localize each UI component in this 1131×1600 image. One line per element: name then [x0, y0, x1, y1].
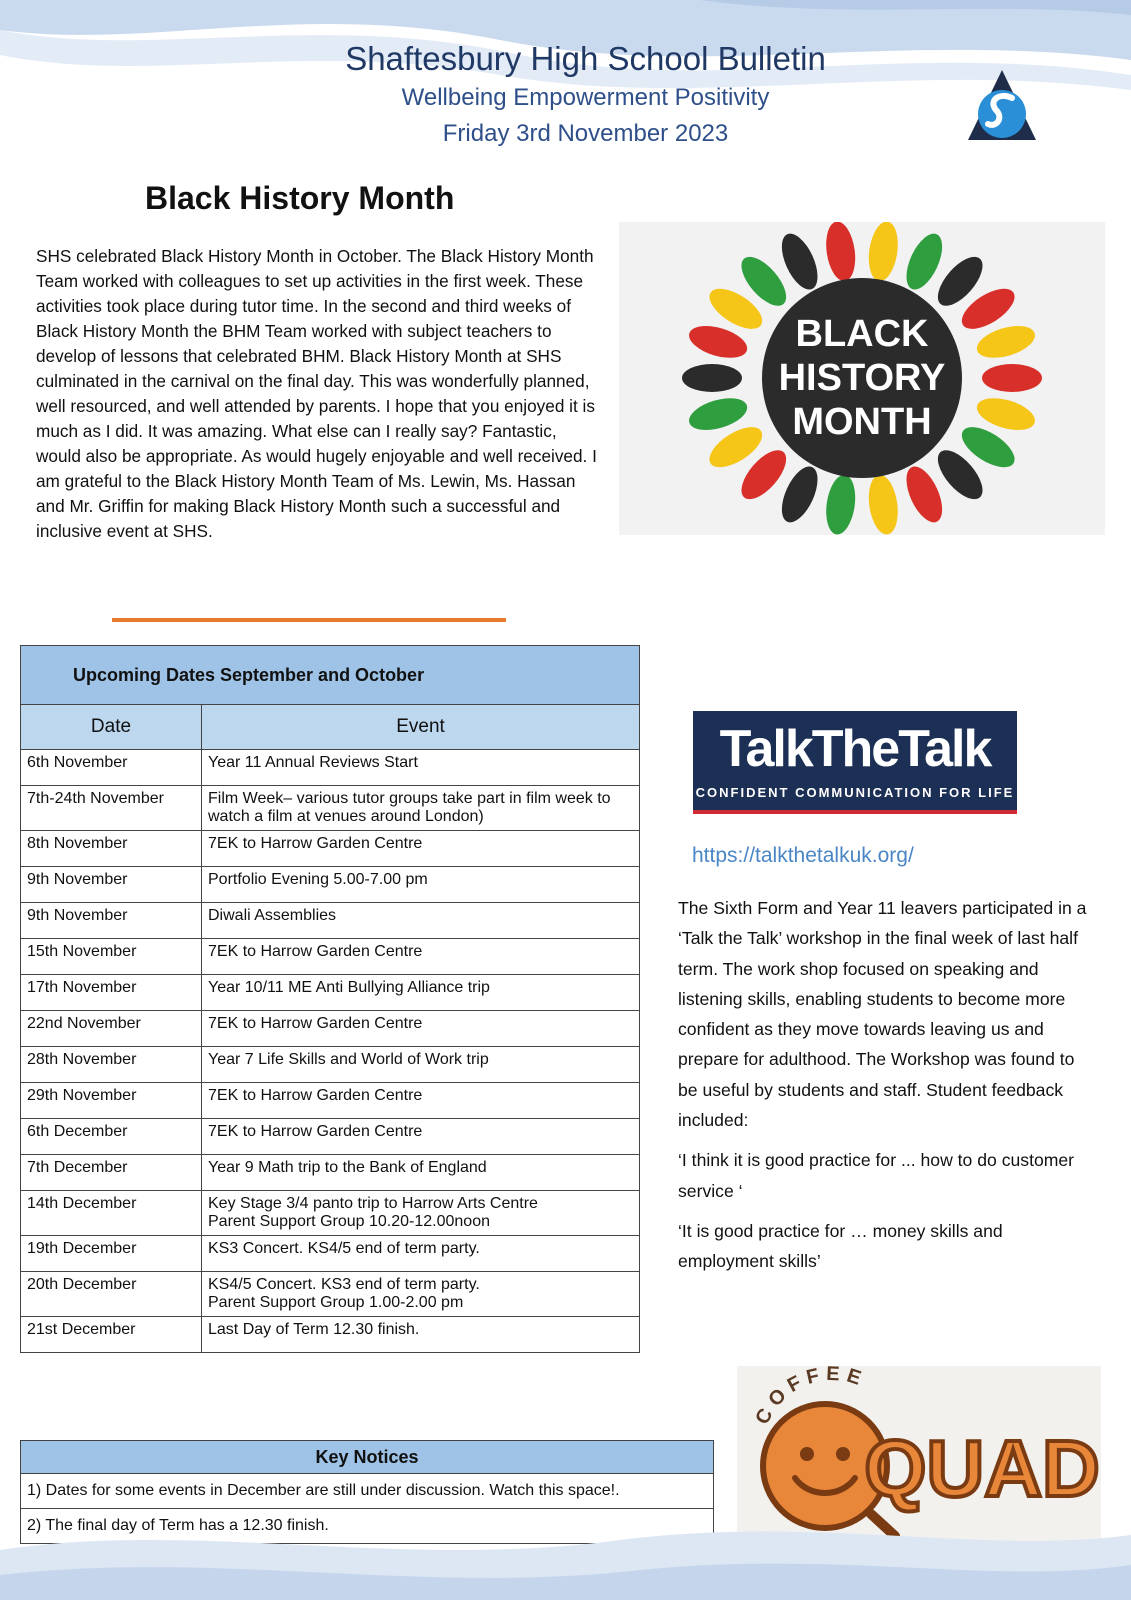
event-date: 28th November: [21, 1047, 202, 1083]
table-row: [21, 750, 640, 786]
bulletin-date: Friday 3rd November 2023: [442, 120, 729, 147]
column-header-date: Date: [21, 705, 202, 750]
table-row: [21, 1119, 640, 1155]
event-line: Year 9 Math trip to the Bank of England: [208, 1159, 487, 1176]
table-row: [21, 1155, 640, 1191]
bhm-image-word-1: BLACK: [795, 313, 929, 355]
table-row: [21, 1083, 640, 1119]
talk-the-talk-article: [678, 893, 1088, 1287]
table-row: [21, 867, 640, 903]
event-date: 9th November: [21, 903, 202, 939]
event-date: 7th December: [21, 1155, 202, 1191]
event-date: 22nd November: [21, 1011, 202, 1047]
table-row: [21, 786, 640, 831]
event-description: [202, 1191, 640, 1236]
table-row: [21, 903, 640, 939]
event-line: Diwali Assemblies: [208, 907, 337, 924]
table-row: [21, 1317, 640, 1353]
table-row: [21, 831, 640, 867]
event-date: 20th December: [21, 1272, 202, 1317]
quad-word: QUAD: [864, 1424, 1100, 1513]
table-row: [21, 1191, 640, 1236]
event-description: [202, 1047, 640, 1083]
event-line: Parent Support Group 1.00-2.00 pm: [208, 1294, 464, 1311]
event-line: Film Week– various tutor groups take part in film week to watch a film at venues around London): [208, 790, 611, 825]
column-header-event: Event: [202, 705, 640, 750]
hand-shape: [682, 364, 742, 392]
event-date: 19th December: [21, 1236, 202, 1272]
event-line: 7EK to Harrow Garden Centre: [208, 1087, 423, 1104]
black-history-month-image: [619, 222, 1105, 535]
table-row: [21, 939, 640, 975]
hand-shape: [823, 473, 859, 535]
bulletin-title: Shaftesbury High School Bulletin: [345, 40, 826, 77]
coffee-word: COFFEE: [751, 1366, 870, 1429]
event-description: [202, 975, 640, 1011]
event-date: 8th November: [21, 831, 202, 867]
table-row: [21, 1011, 640, 1047]
event-description: [202, 1119, 640, 1155]
bhm-article-text: SHS celebrated Black History Month in October. The Black History Month Team worked with colleagues to set up activities in the first week. These activities took place during tutor time. In the second and third weeks of Black History Month the BHM Team worked with subject teachers to develop of lessons that celebrated BHM. Black History Month at SHS culminated in the carnival on the final day. This was wonderfully planned, well resourced, and well attended by parents. I hope that you enjoyed it is much as I did. It was amazing. What else can I really say? Fantastic, would also be appropriate. As would hugely enjoyable and well received. I am grateful to the Black History Month Team of Ms. Lewin, Ms. Hassan and Mr. Griffin for making Black History Month such a successful and inclusive event at SHS.: [36, 246, 597, 541]
event-description: [202, 1083, 640, 1119]
talk-the-talk-logo-tagline: CONFIDENT COMMUNICATION FOR LIFE: [695, 785, 1015, 800]
event-line: Last Day of Term 12.30 finish.: [208, 1321, 420, 1338]
notice-item: 1) Dates for some events in December are still under discussion. Watch this space!.: [21, 1474, 714, 1509]
section-divider: [112, 618, 506, 622]
hand-shape: [865, 222, 901, 283]
feedback-quote: ‘It is good practice for … money skills and employment skills’: [678, 1220, 1003, 1272]
event-date: 29th November: [21, 1083, 202, 1119]
school-logo-icon: [966, 68, 1038, 144]
event-date: 7th-24th November: [21, 786, 202, 831]
logo-red-bar: [693, 810, 1017, 814]
table-row: [21, 975, 640, 1011]
event-description: [202, 1155, 640, 1191]
key-notices-title: Key Notices: [21, 1441, 714, 1474]
event-description: [202, 939, 640, 975]
event-description: [202, 1317, 640, 1353]
hand-shape: [982, 364, 1042, 392]
event-description: [202, 1272, 640, 1317]
event-description: [202, 786, 640, 831]
upcoming-dates-table: [20, 645, 640, 1353]
bhm-image-word-3: MONTH: [792, 401, 932, 443]
event-line: 7EK to Harrow Garden Centre: [208, 943, 423, 960]
event-line: 7EK to Harrow Garden Centre: [208, 835, 423, 852]
event-line: Year 7 Life Skills and World of Work trip: [208, 1051, 489, 1068]
event-date: 17th November: [21, 975, 202, 1011]
table-row: [21, 1236, 640, 1272]
talk-the-talk-logo: [693, 711, 1017, 814]
event-description: [202, 750, 640, 786]
event-line: Year 10/11 ME Anti Bullying Alliance trip: [208, 979, 490, 996]
event-date: 6th November: [21, 750, 202, 786]
event-date: 6th December: [21, 1119, 202, 1155]
table-row: [21, 1272, 640, 1317]
talk-the-talk-paragraph: The Sixth Form and Year 11 leavers participated in a ‘Talk the Talk’ workshop in the final week of last half term. The work shop focused on speaking and listening skills, enabling students to become more confident as they move towards leaving us and prepare for adulthood. The Workshop was found to be useful by students and staff. Student feedback included:: [678, 898, 1087, 1131]
event-description: [202, 1236, 640, 1272]
hand-shape: [823, 222, 859, 283]
event-line: Portfolio Evening 5.00-7.00 pm: [208, 871, 428, 888]
bulletin-subtitle: Wellbeing Empowerment Positivity: [401, 84, 770, 111]
hand-shape: [865, 473, 901, 535]
event-line: Key Stage 3/4 panto trip to Harrow Arts Centre: [208, 1195, 538, 1212]
bhm-heading: Black History Month: [145, 180, 455, 216]
event-line: Year 11 Annual Reviews Start: [208, 754, 418, 771]
event-line: Parent Support Group 10.20-12.00noon: [208, 1213, 490, 1230]
event-line: 7EK to Harrow Garden Centre: [208, 1015, 423, 1032]
event-line: 7EK to Harrow Garden Centre: [208, 1123, 423, 1140]
bulletin-header: [0, 38, 1131, 152]
table-row: [21, 1047, 640, 1083]
feedback-quote: ‘I think it is good practice for ... how to do customer service ‘: [678, 1150, 1075, 1201]
notice-item: 2) The final day of Term has a 12.30 finish.: [21, 1509, 714, 1544]
event-date: 15th November: [21, 939, 202, 975]
event-description: [202, 1011, 640, 1047]
bhm-image-word-2: HISTORY: [778, 357, 946, 399]
event-description: [202, 903, 640, 939]
event-description: [202, 867, 640, 903]
event-date: 21st December: [21, 1317, 202, 1353]
talk-the-talk-logo-title: TalkTheTalk: [719, 720, 991, 778]
event-date: 9th November: [21, 867, 202, 903]
event-line: KS4/5 Concert. KS3 end of term party.: [208, 1276, 480, 1293]
event-line: KS3 Concert. KS4/5 end of term party.: [208, 1240, 480, 1257]
event-date: 14th December: [21, 1191, 202, 1236]
upcoming-dates-caption: Upcoming Dates September and October: [21, 646, 640, 705]
event-description: [202, 831, 640, 867]
talk-the-talk-link[interactable]: https://talkthetalkuk.org/: [692, 844, 914, 867]
footer-wave-background: [0, 1510, 1131, 1600]
